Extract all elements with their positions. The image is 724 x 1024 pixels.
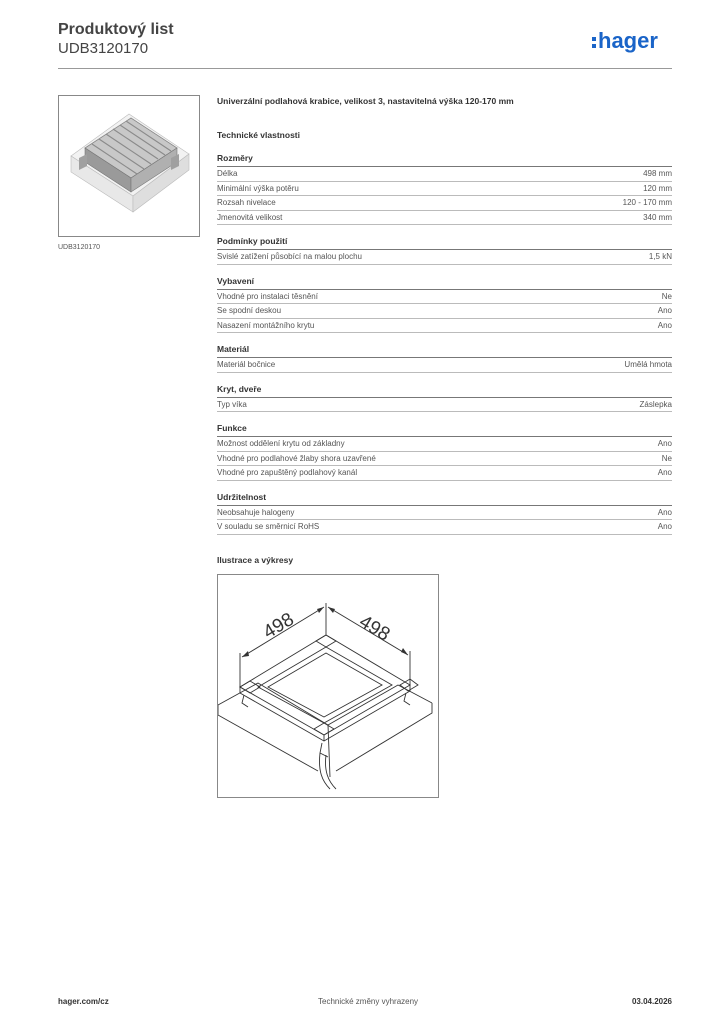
spec-section bbox=[217, 384, 672, 413]
spec-label: V souladu se směrnicí RoHS bbox=[217, 522, 320, 531]
footer-disclaimer: Technické změny vyhrazeny bbox=[318, 997, 419, 1006]
spec-section bbox=[217, 423, 672, 481]
section-title: Udržitelnost bbox=[217, 492, 672, 506]
section-title: Kryt, dveře bbox=[217, 384, 672, 398]
spec-row bbox=[217, 358, 672, 373]
spec-section bbox=[217, 344, 672, 373]
spec-section bbox=[217, 276, 672, 334]
spec-section bbox=[217, 153, 672, 225]
section-title: Vybavení bbox=[217, 276, 672, 290]
dimension-label-right: 498 bbox=[355, 611, 394, 646]
product-code: UDB3120170 bbox=[58, 40, 149, 57]
dimension-label-left: 498 bbox=[259, 608, 298, 644]
spec-row bbox=[217, 452, 672, 467]
spec-label: Se spodní deskou bbox=[217, 306, 282, 315]
product-description: Univerzální podlahová krabice, velikost 3, nastavitelná výška 120-170 mm bbox=[217, 96, 514, 106]
spec-label: Vhodné pro instalaci těsnění bbox=[217, 291, 318, 301]
header-divider bbox=[58, 68, 672, 69]
spec-section bbox=[217, 236, 672, 265]
spec-row bbox=[217, 520, 672, 535]
illustration-heading: Ilustrace a výkresy bbox=[217, 555, 294, 565]
spec-label: Jmenovitá velikost bbox=[217, 212, 283, 222]
spec-row bbox=[217, 319, 672, 334]
floor-box-drawing-icon bbox=[218, 575, 438, 797]
spec-value: Ne bbox=[661, 453, 672, 463]
spec-value: 498 mm bbox=[643, 169, 672, 178]
photo-caption: UDB3120170 bbox=[58, 244, 101, 251]
dimension-drawing bbox=[217, 574, 439, 798]
spec-value: Ano bbox=[657, 320, 672, 330]
footer-date: 03.04.2026 bbox=[631, 997, 672, 1006]
spec-value: Záslepka bbox=[639, 399, 672, 409]
spec-label: Materiál bočnice bbox=[217, 360, 276, 369]
spec-label: Vhodné pro podlahové žlaby shora uzavřené bbox=[217, 453, 376, 463]
spec-value: Ano bbox=[657, 439, 672, 448]
technical-properties-heading: Technické vlastnosti bbox=[217, 130, 300, 140]
spec-section bbox=[217, 492, 672, 535]
section-title: Materiál bbox=[217, 344, 672, 358]
spec-row bbox=[217, 167, 672, 182]
floor-box-photo-icon bbox=[59, 96, 199, 236]
spec-label: Rozsah nivelace bbox=[217, 198, 276, 207]
header bbox=[58, 20, 174, 58]
spec-label: Vhodné pro zapuštěný podlahový kanál bbox=[217, 468, 358, 477]
spec-label: Typ víka bbox=[217, 399, 247, 409]
spec-value: 1,5 kN bbox=[648, 252, 672, 261]
spec-row bbox=[217, 506, 672, 521]
product-photo bbox=[58, 95, 200, 237]
hager-logo[interactable] bbox=[590, 24, 676, 54]
spec-value: 340 mm bbox=[643, 212, 672, 222]
spec-value: Ano bbox=[657, 306, 672, 315]
logo-text: hager bbox=[598, 28, 658, 53]
spec-label: Nasazení montážního krytu bbox=[217, 320, 315, 330]
spec-value: Ano bbox=[657, 507, 672, 517]
spec-row bbox=[217, 211, 672, 226]
section-title: Podmínky použití bbox=[217, 236, 672, 250]
spec-row bbox=[217, 290, 672, 305]
spec-row bbox=[217, 182, 672, 197]
spec-value: Ne bbox=[661, 291, 672, 301]
spec-label: Délka bbox=[217, 169, 238, 178]
spec-value: 120 mm bbox=[643, 183, 672, 193]
spec-label: Minimální výška potěru bbox=[217, 183, 299, 193]
spec-label: Možnost oddělení krytu od základny bbox=[217, 439, 345, 448]
spec-value: Ano bbox=[657, 468, 672, 477]
spec-label: Neobsahuje halogeny bbox=[217, 507, 295, 517]
document-title: Produktový list bbox=[58, 21, 174, 38]
spec-row bbox=[217, 466, 672, 481]
section-title: Rozměry bbox=[217, 153, 672, 167]
spec-value: Umělá hmota bbox=[624, 360, 672, 369]
spec-row bbox=[217, 250, 672, 265]
spec-row bbox=[217, 196, 672, 211]
spec-row bbox=[217, 398, 672, 413]
spec-row bbox=[217, 304, 672, 319]
spec-value: 120 - 170 mm bbox=[622, 198, 672, 207]
section-title: Funkce bbox=[217, 423, 672, 437]
spec-sections bbox=[217, 153, 672, 535]
spec-row bbox=[217, 437, 672, 452]
product-details bbox=[217, 96, 672, 535]
spec-label: Svislé zatížení působící na malou plochu bbox=[217, 252, 362, 261]
spec-value: Ano bbox=[657, 522, 672, 531]
footer-website-link[interactable]: hager.com/cz bbox=[58, 997, 109, 1006]
